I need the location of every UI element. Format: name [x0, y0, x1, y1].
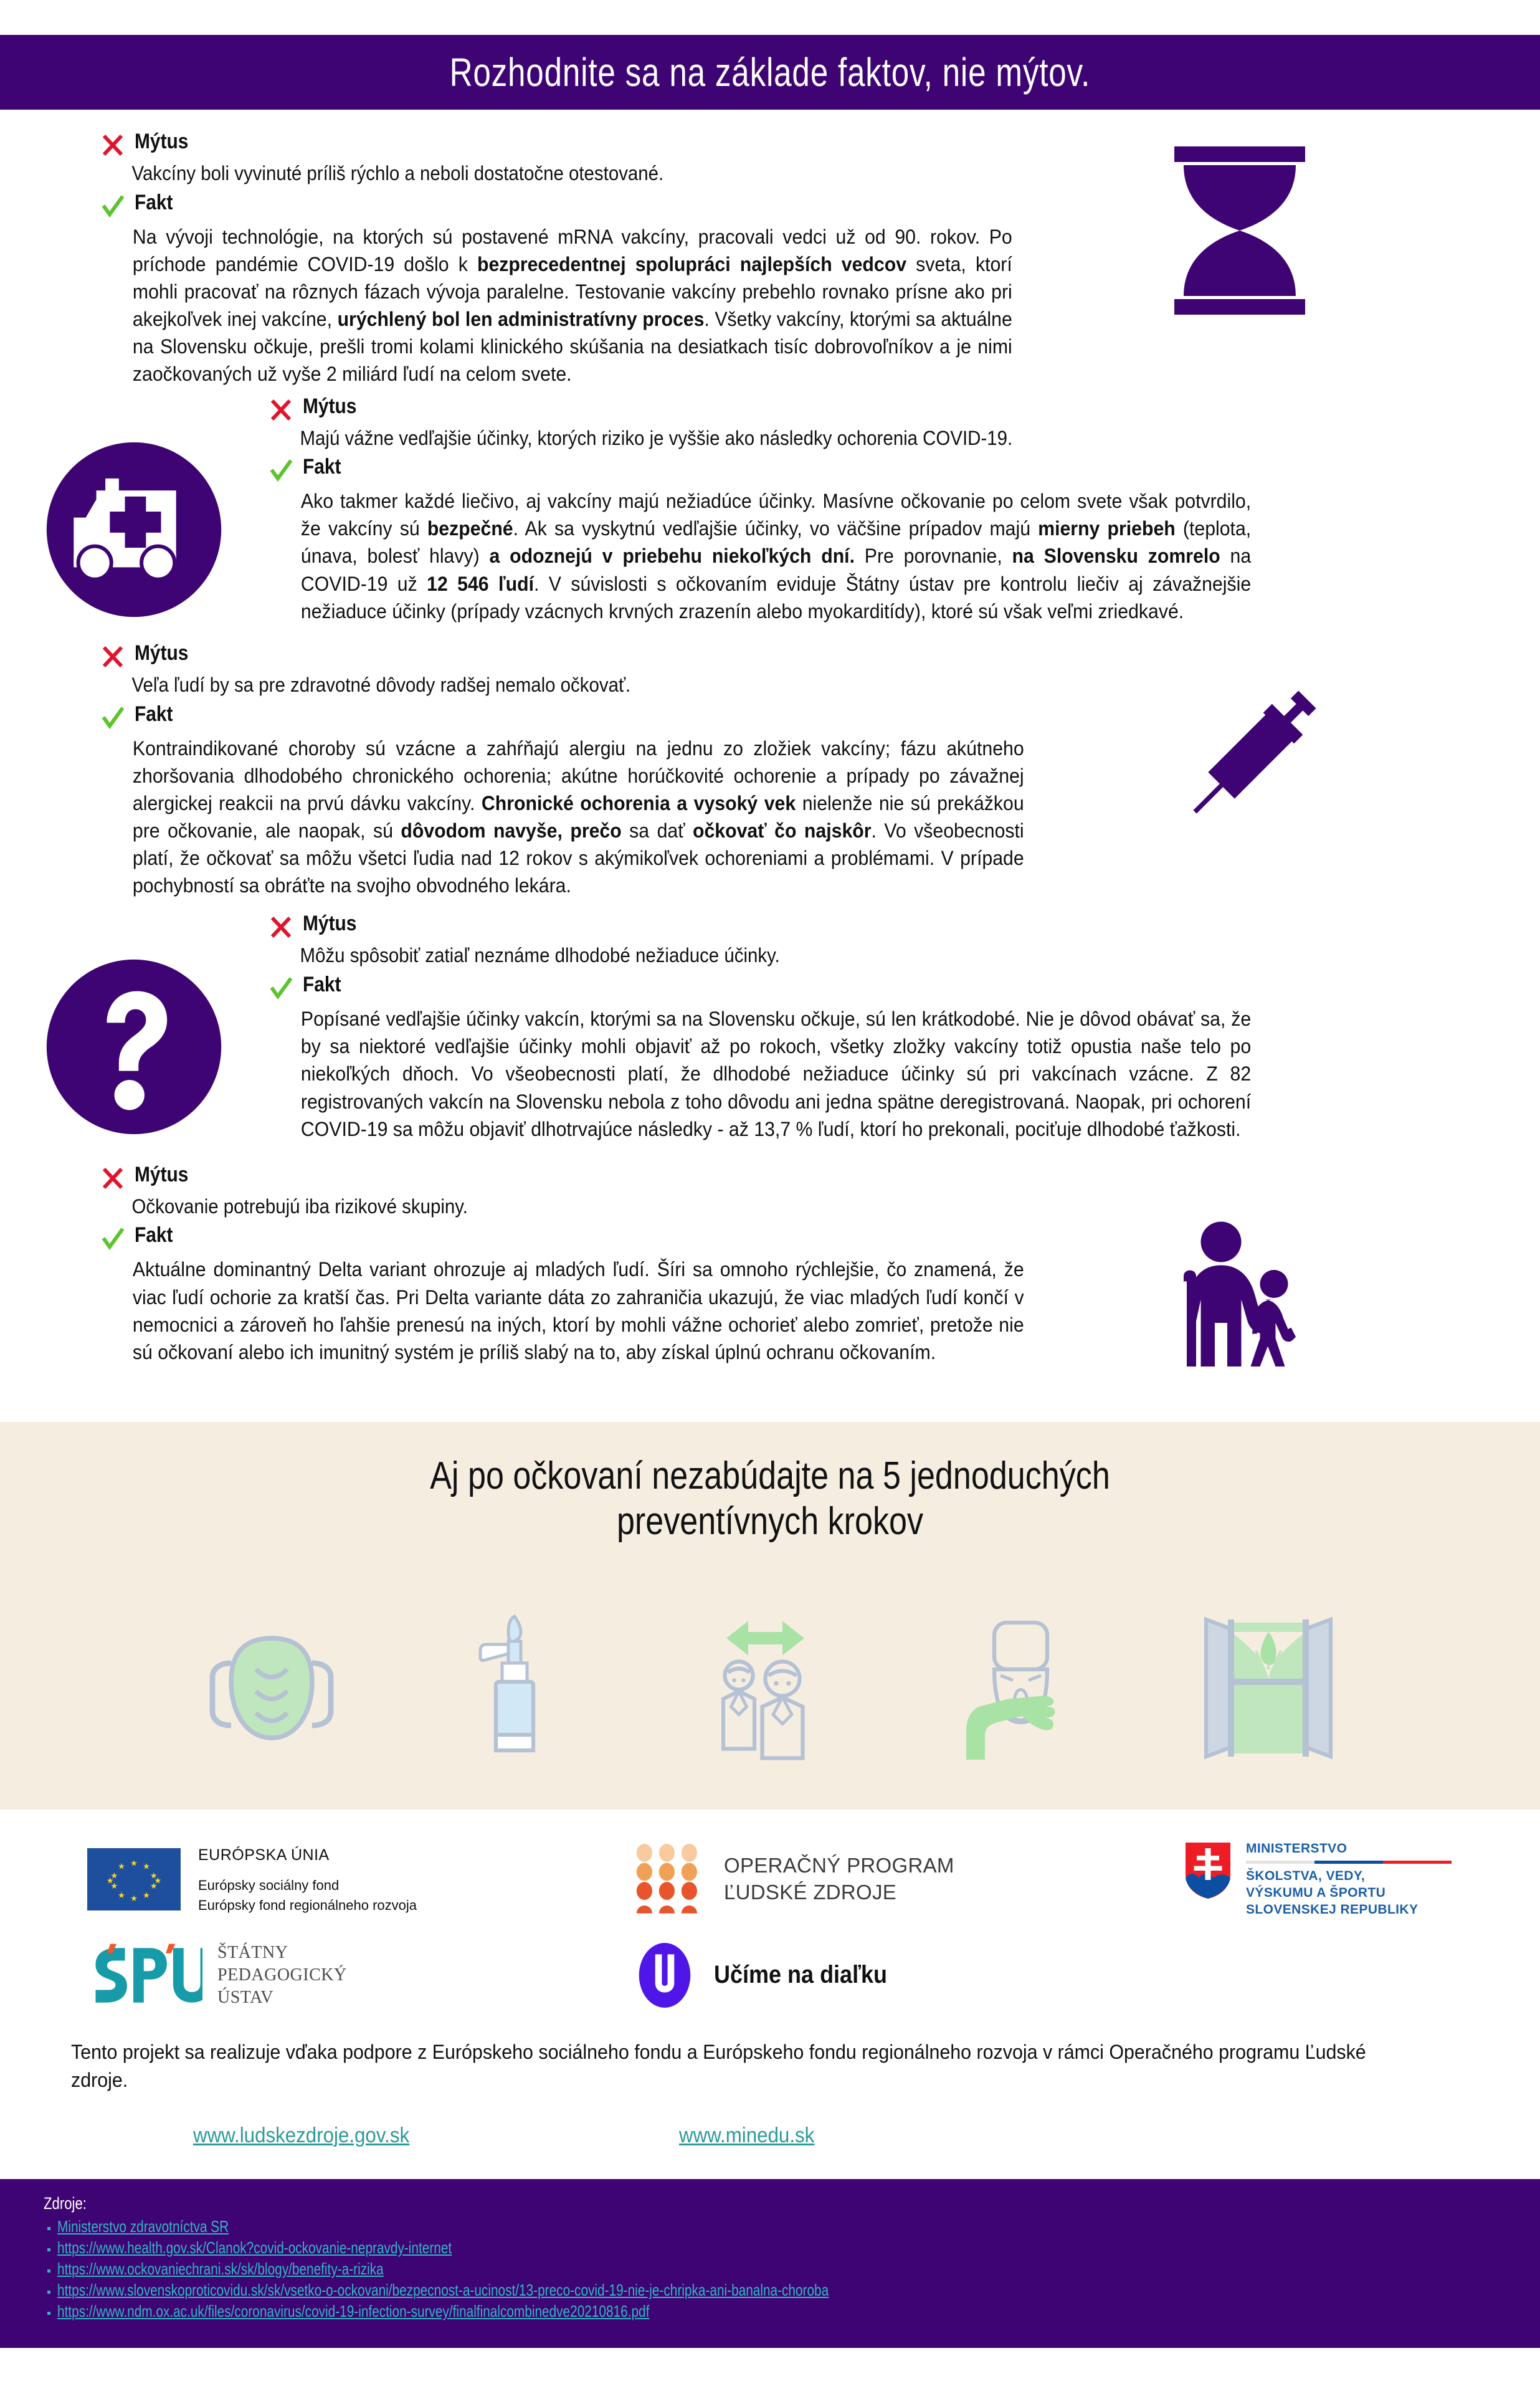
check-icon [100, 705, 126, 731]
svg-text:★: ★ [154, 1876, 162, 1886]
check-icon [268, 975, 294, 1001]
logo-row-secondary [0, 1919, 1540, 2010]
fact-row [100, 192, 1065, 219]
block-illustration [0, 913, 268, 1137]
fact-label: Fakt [135, 190, 173, 214]
logo-row-primary [0, 1841, 1540, 1919]
logo-section [0, 1810, 1540, 2178]
myth-fact-block [0, 122, 1540, 388]
svg-text:★: ★ [143, 1861, 150, 1871]
check-icon [100, 1226, 126, 1252]
spu-logo [87, 1941, 635, 2010]
source-list-item [44, 2302, 1540, 2321]
ministry-line-2: ŠKOLSTVA, VEDY, [1246, 1869, 1366, 1883]
eu-title: EURÓPSKA ÚNIA [198, 1846, 330, 1864]
cross-icon [100, 1165, 126, 1191]
elderly-with-child-icon [1159, 1214, 1346, 1401]
myth-fact-blocks [0, 110, 1540, 1413]
eu-flag-icon [87, 1848, 181, 1910]
source-list-item [44, 2238, 1540, 2258]
prevention-icon-item [941, 1579, 1097, 1766]
fact-text: Aktuálne dominantný Delta variant ohrozuje aj mladých ľudí. Šíri sa omnoho rýchlejšie, čo znamená, že viac ľudí ochorie za kratší čas. Pri Delta variante dáta zo zahraničia ukazujú, že viac mladých ľudí končí v nemocnici a zároveň ho ľahšie prenesú na iných, ktorí by mohli vážne ochorieť alebo zomrieť, pretože nie sú očkovaní alebo ich imunitný systém je príliš slabý na to, aby získal úplnú ochranu očkovaním. [132, 1258, 1024, 1363]
question-mark-icon [44, 956, 224, 1137]
ucime-label: Učíme na diaľku [714, 1961, 887, 1989]
prevention-icons [0, 1567, 1540, 1766]
people-dots-icon [635, 1844, 703, 1915]
cross-icon [100, 644, 126, 670]
ministry-rule [1246, 1861, 1452, 1864]
myth-label: Mýtus [135, 641, 189, 665]
face-mask-icon [194, 1610, 349, 1766]
prevention-section [0, 1422, 1540, 1810]
block-illustration [1084, 131, 1395, 324]
svg-text:★: ★ [150, 1871, 158, 1881]
myth-label: Mýtus [303, 394, 357, 418]
myth-row [268, 396, 1308, 423]
cross-icon [100, 132, 126, 158]
spu-line-1: ŠTÁTNY [217, 1942, 288, 1962]
ministry-line-3: VÝSKUMU A ŠPORTU [1246, 1885, 1386, 1900]
source-list-item [44, 2281, 1540, 2300]
source-list-item [44, 2259, 1540, 2279]
header-band [0, 35, 1540, 110]
infographic-page [0, 35, 1540, 2348]
spu-line-2: PEDAGOGICKÝ [217, 1965, 347, 1985]
svg-text:★: ★ [150, 1881, 158, 1891]
prevention-icon-item [443, 1579, 599, 1766]
myth-fact-block [0, 391, 1540, 625]
myth-row [268, 913, 1308, 940]
myth-text: Môžu spôsobiť zatiaľ neznáme dlhodobé nežiaduce účinky. [300, 944, 780, 967]
u-badge-icon [635, 1941, 694, 2010]
fact-text: Na vývoji technológie, na ktorých sú postavené mRNA vakcíny, pracovali vedci už od 90. rokov. Po príchode pandémie COVID-19 došlo k bezprecedentnej spolupráci najlepších vedcov sveta, ktorí mohli pracovať na rôznych fázach vývoja paralelne. Testovanie vakcíny prebehlo rovnako prísne ako pri akejkoľvek inej vakcíne, urýchlený bol len administratívny proces. Všetky vakcíny, ktorými sa aktuálne na Slovensku očkuje, prešli tromi kolami klinického skúšania na desiatkach tisíc dobrovoľníkov a je nimi zaočkovaných už vyše 2 miliárd ľudí na celom svete. [132, 225, 1012, 386]
svg-text:★: ★ [118, 1861, 125, 1871]
fact-text: Popísané vedľajšie účinky vakcín, ktorými sa na Slovensku očkuje, sú len krátkodobé. Nie je dôvod obávať sa, že by sa niektoré vedľajšie účinky mohli objaviť až po rokoch, všetky zložky vakcíny totiž opustia naše telo po niekoľkých dňoch. Vo všeobecnosti platí, že dlhodobé nežiaduce účinky sú pri vakcínach vzácne. Z 82 registrovaných vakcín na Slovensku nebola z toho dôvodu ani jedna spätne deregistrovaná. Naopak, pri ochorení COVID-19 sa môžu objaviť dlhotrvajúce následky - až 13,7 % ľudí, ktorí ho prekonali, pociťuje dlhodobé ťažkosti. [300, 1008, 1252, 1140]
ministry-line-4: SLOVENSKEJ REPUBLIKY [1246, 1902, 1419, 1917]
social-distance-icon [692, 1610, 848, 1766]
source-link[interactable]: https://www.ndm.ox.ac.uk/files/coronavirus/covid-19-infection-survey/finalfinalcombinedve20210816.pdf [57, 2301, 650, 2321]
block-illustration [1096, 1164, 1408, 1401]
prevention-title-line1: Aj po očkovaní nezabúdajte na 5 jednoduchých [430, 1454, 1110, 1497]
svg-text:★: ★ [110, 1881, 118, 1891]
operational-programme-logo [635, 1844, 1184, 1915]
fact-label: Fakt [135, 1223, 173, 1247]
cough-into-elbow-icon [941, 1610, 1097, 1766]
link-ludskezdroje[interactable]: www.ludskezdroje.gov.sk [193, 2123, 410, 2147]
page-title: Rozhodnite sa na základe faktov, nie mýtov. [449, 50, 1091, 95]
prevention-icon-item [692, 1579, 848, 1766]
check-icon [268, 457, 294, 484]
syringe-icon [1159, 661, 1346, 848]
op-line-1: OPERAČNÝ PROGRAM [724, 1854, 954, 1877]
open-window-ventilation-icon [1191, 1610, 1346, 1766]
fact-label: Fakt [303, 455, 341, 479]
ministry-line-1: MINISTERSTVO [1246, 1841, 1348, 1856]
myth-text: Majú vážne vedľajšie účinky, ktorých riziko je vyššie ako následky ochorenia COVID-19. [300, 426, 1013, 449]
myth-label: Mýtus [135, 130, 189, 153]
svg-text:★: ★ [106, 1876, 114, 1886]
cross-icon [268, 397, 294, 423]
cross-icon [268, 914, 294, 940]
funding-statement: Tento projekt sa realizuje vďaka podpore z Európskeho sociálneho fondu a Európskeho fondu regionálneho rozvoja v rámci Operačného programu Ľudské zdroje. [71, 2040, 1366, 2092]
svg-text:★: ★ [118, 1891, 125, 1901]
myth-text: Očkovanie potrebujú iba rizikové skupiny. [131, 1195, 468, 1218]
myth-text: Vakcíny boli vyvinuté príliš rýchlo a neboli dostatočne otestované. [131, 162, 664, 184]
fact-label: Fakt [303, 973, 341, 997]
myth-fact-block [0, 627, 1540, 900]
myth-row [100, 131, 1065, 158]
fact-row [100, 704, 1078, 731]
svg-text:★: ★ [130, 1858, 138, 1868]
myth-fact-block [0, 1145, 1540, 1413]
prevention-icon-item [1191, 1579, 1346, 1766]
block-illustration [0, 396, 268, 620]
prevention-title [123, 1447, 1417, 1567]
fact-text: Ako takmer každé liečivo, aj vakcíny majú nežiadúce účinky. Masívne očkovanie po celom svete však potvrdilo, že vakcíny sú bezpečné. Ak sa vyskytnú vedľajšie účinky, vo väčšine prípadov majú mierny priebeh (teplota, únava, bolesť hlavy) a odoznejú v priebehu niekoľkých dní. Pre porovnanie, na Slovensku zomrelo na COVID-19 už 12 546 ľudí. V súvislosti s očkovaním eviduje Štátny ústav pre kontrolu liečiv aj závažnejšie nežiaduce účinky (prípady vzácnych krvných zrazenín alebo myokarditídy), ktoré sú však veľmi zriedkavé. [300, 490, 1252, 622]
sources-footer [0, 2179, 1540, 2348]
myth-row [100, 1164, 1078, 1191]
svg-text:★: ★ [143, 1891, 150, 1901]
hourglass-icon [1146, 137, 1333, 324]
check-icon [100, 193, 126, 219]
fact-text: Kontraindikované choroby sú vzácne a zahŕňajú alergiu na jednu zo zložiek vakcíny; fázu akútneho zhoršovania dlhodobého chronického ochorenia; akútne horúčkovité ochorenie a prípady po závažnej alergickej reakcii na prvú dávku vakcíny. Chronické ochorenia a vysoký vek nielenže nie sú prekážkou pre očkovanie, ale naopak, sú dôvodom navyše, prečo sa dať očkovať čo najskôr. Vo všeobecnosti platí, že očkovať sa môžu všetci ľudia nad 12 rokov s akýmikoľvek ochoreniami a problémami. V prípade pochybností sa obráťte na svojho obvodného lekára. [132, 737, 1024, 897]
eu-subtitle-2: Európsky fond regionálneho rozvoja [198, 1897, 417, 1913]
svg-text:★: ★ [110, 1871, 118, 1881]
sources-title: Zdroje: [44, 2193, 87, 2213]
source-link[interactable]: https://www.ockovaniechrani.sk/sk/blogy/benefity-a-rizika [57, 2259, 384, 2278]
block-illustration [1096, 642, 1408, 848]
hand-sanitizer-icon [443, 1610, 599, 1766]
ambulance-icon [44, 439, 224, 620]
myth-text: Veľa ľudí by sa pre zdravotné dôvody radšej nemalo očkovať. [131, 673, 631, 696]
fact-label: Fakt [135, 702, 173, 726]
ucime-na-dialku-logo [635, 1941, 906, 2010]
eu-logo [87, 1844, 635, 1915]
op-line-2: ĽUDSKÉ ZDROJE [724, 1881, 897, 1904]
myth-label: Mýtus [135, 1162, 189, 1186]
source-list-item [44, 2217, 1540, 2236]
prevention-title-line2: preventívnych krokov [616, 1499, 924, 1543]
source-link[interactable]: https://www.slovenskoproticovidu.sk/sk/vsetko-o-ockovani/bezpecnost-a-ucinost/13-preco-covid-19-nie-je-chripka-ani-banalna-choroba [57, 2280, 829, 2299]
myth-fact-block [0, 902, 1540, 1142]
eu-subtitle-1: Európsky sociálny fond [198, 1877, 340, 1893]
links-row [0, 2095, 1540, 2179]
svg-text:★: ★ [130, 1894, 138, 1904]
prevention-icon-item [194, 1579, 349, 1766]
spu-line-3: ÚSTAV [217, 1987, 273, 2007]
fact-row [268, 456, 1308, 484]
myth-row [100, 642, 1078, 670]
link-minedu[interactable]: www.minedu.sk [679, 2123, 815, 2147]
source-link[interactable]: https://www.health.gov.sk/Clanok?covid-ockovanie-nepravdy-internet [57, 2238, 452, 2257]
fact-row [100, 1224, 1078, 1252]
sources-list [44, 2217, 1540, 2321]
source-link[interactable]: Ministerstvo zdravotníctva SR [57, 2216, 229, 2236]
myth-label: Mýtus [303, 912, 357, 936]
spu-mark-icon [87, 1941, 202, 2010]
fact-row [268, 974, 1308, 1001]
ministry-logo [1184, 1841, 1452, 1919]
slovak-coat-of-arms-icon [1184, 1841, 1232, 1901]
